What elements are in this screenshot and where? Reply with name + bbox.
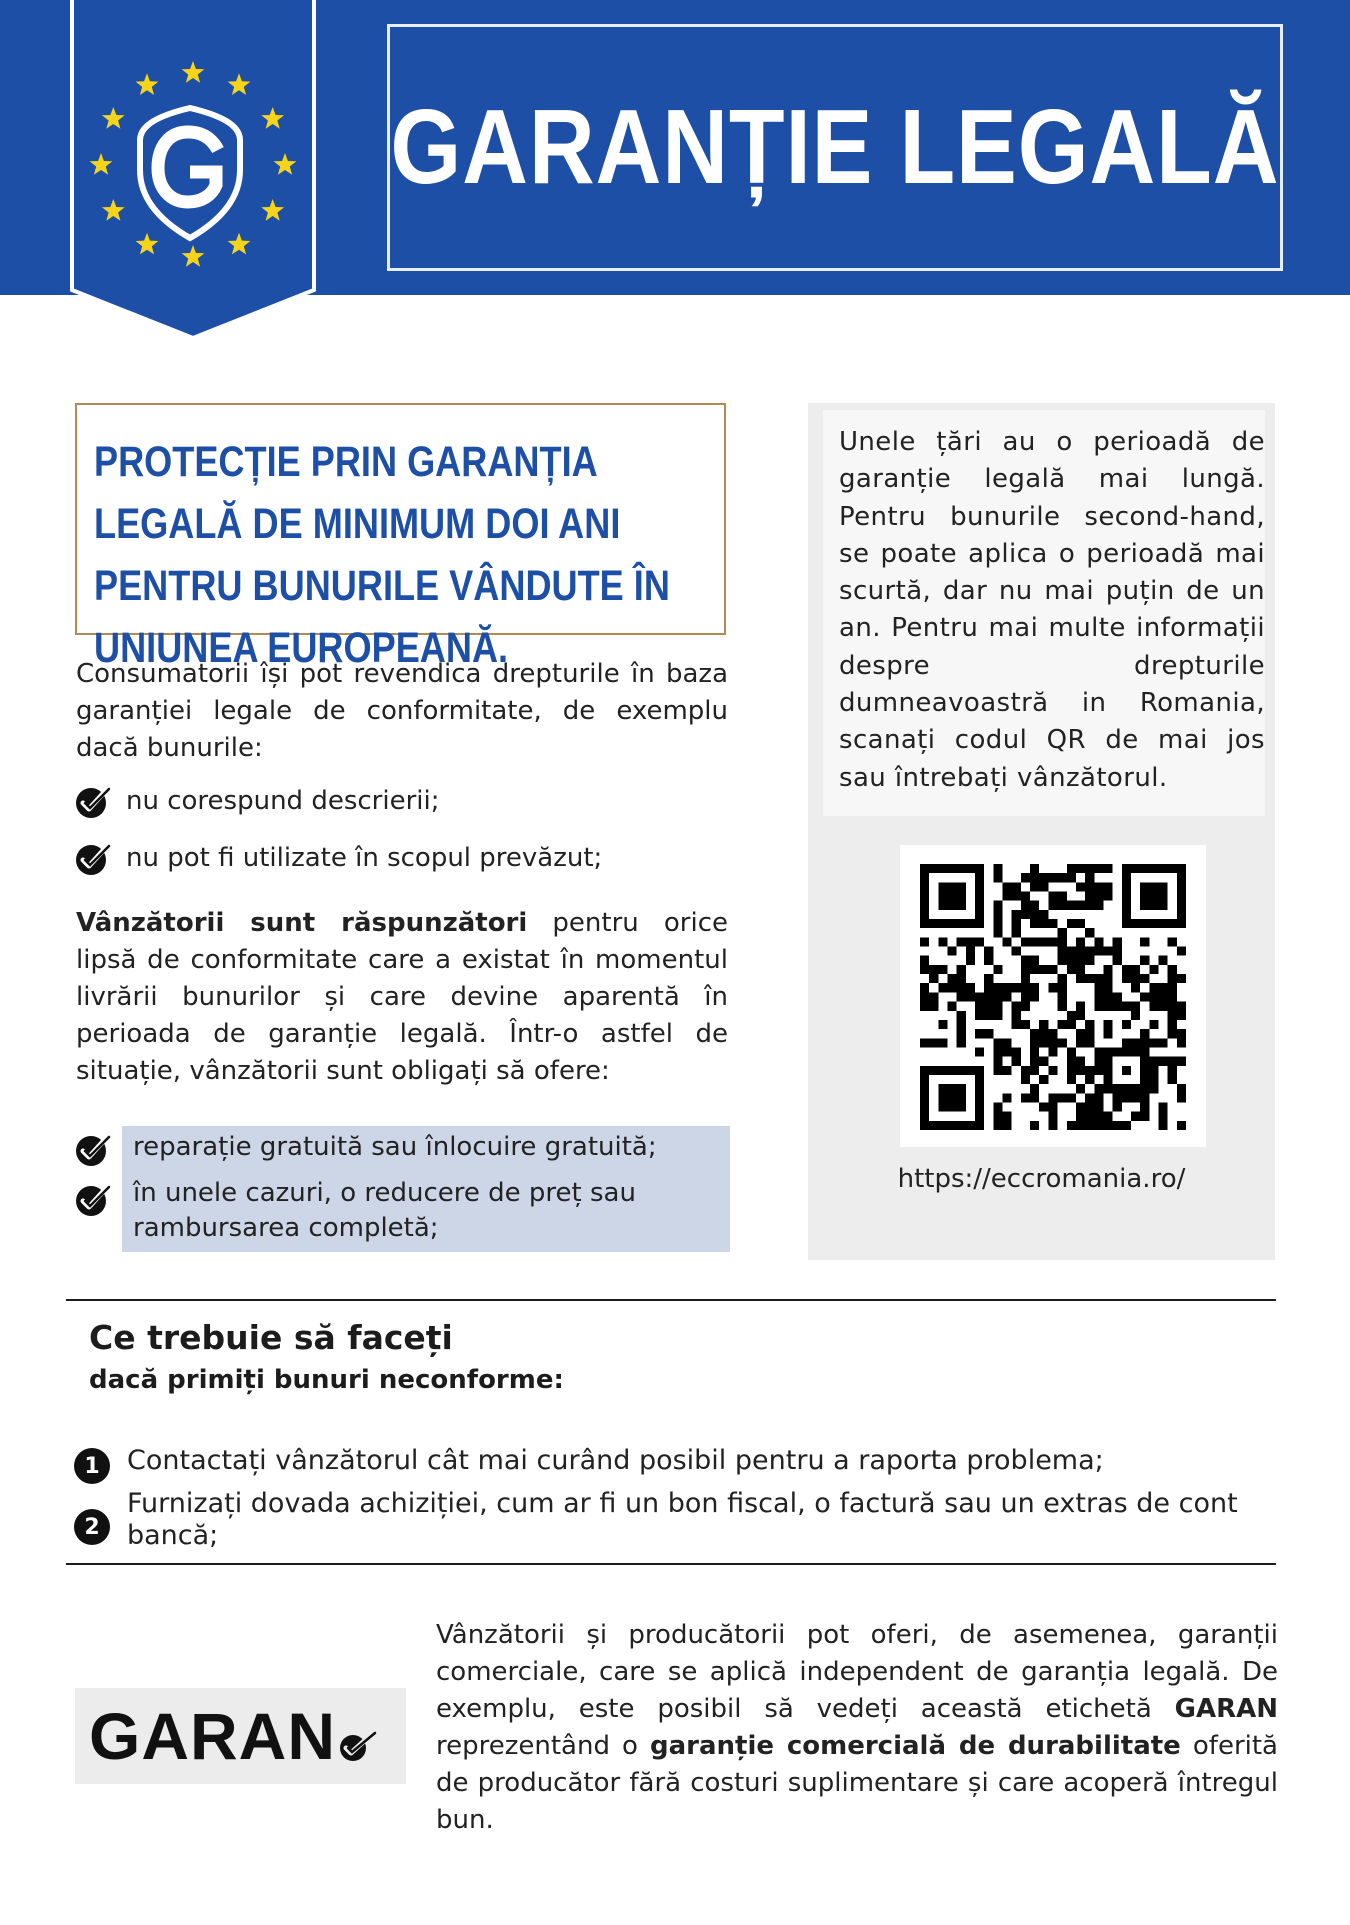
qr-code-icon[interactable] bbox=[920, 864, 1186, 1130]
title-box bbox=[387, 24, 1283, 271]
bottom-text-part: reprezentând o bbox=[436, 1731, 650, 1761]
sellers-paragraph bbox=[76, 905, 728, 1090]
steps-title: Ce trebuie să faceți bbox=[89, 1318, 453, 1357]
eccromania-link[interactable]: https://eccromania.ro/ bbox=[897, 1164, 1186, 1194]
step-text: Contactați vânzătorul cât mai curând posibil pentru a raporta problema; bbox=[127, 1445, 1104, 1476]
checkmark-circle-icon bbox=[74, 1180, 112, 1218]
page-title: GARANȚIE LEGALĂ bbox=[390, 88, 1280, 206]
divider bbox=[66, 1299, 1276, 1301]
step-text: Furnizați dovada achiziției, cum ar fi un bon fiscal, o factură sau un extras de cont bancă; bbox=[127, 1488, 1238, 1551]
step-number-badge: 2 bbox=[74, 1509, 110, 1545]
step-number-badge: 1 bbox=[74, 1448, 110, 1484]
info-text: Unele țări au o perioadă de garanție legală mai lungă. Pentru bunurile second-hand, se poate aplica o perioadă mai scurtă, dar nu mai puțin de un an. Pentru mai multe informații despre drepturile dumneavoastră in Romania, scanați codul QR de mai jos sau întrebați vânzătorul. bbox=[839, 427, 1265, 793]
bottom-text-part: oferită de producător fără costuri suplimentare și care acoperă întregul bun. bbox=[436, 1731, 1278, 1835]
remedy-item: reparație gratuită sau înlocuire gratuită; bbox=[133, 1132, 657, 1162]
checkmark-circle-icon bbox=[74, 1130, 112, 1168]
steps-subtitle: dacă primiți bunuri neconforme: bbox=[89, 1365, 564, 1395]
garan-checkmark-icon bbox=[338, 1729, 378, 1763]
intro-paragraph: Consumatorii își pot revendica drepturile în baza garanției legale de conformitate, de exemplu dacă bunurile: bbox=[76, 659, 728, 763]
condition-item bbox=[74, 782, 439, 820]
divider bbox=[66, 1563, 1276, 1565]
bottom-text-part: Vânzătorii și producătorii pot oferi, de asemenea, garanții comerciale, care se aplică independent de garanția legală. De exemplu, este posibil să vedeți această etichetă bbox=[436, 1620, 1278, 1724]
condition-item bbox=[74, 839, 602, 877]
garan-label-box bbox=[75, 1688, 406, 1784]
sellers-rest: pentru orice lipsă de conformitate care a existat în momentul livrării bunurilor și care devine aparentă în perioada de garanție legală. Într-o astfel de situație, vânzătorii sunt obligați să ofere: bbox=[76, 908, 728, 1086]
remedy-item: în unele cazuri, o reducere de preț sau rambursarea completă; bbox=[133, 1178, 636, 1243]
garan-bold: GARAN bbox=[1174, 1694, 1278, 1724]
sellers-bold: Vânzătorii sunt răspunzători bbox=[76, 908, 528, 938]
protection-box bbox=[75, 403, 726, 672]
protection-text: PROTECȚIE PRIN GARANȚIA LEGALĂ DE MINIMUM DOI ANI PENTRU BUNURILE VÂNDUTE ÎN UNIUNEA EUROPEANĂ. bbox=[94, 438, 670, 672]
eu-shield-logo-icon bbox=[70, 0, 316, 340]
commercial-guarantee-paragraph bbox=[436, 1617, 1278, 1839]
commercial-bold: garanție comercială de durabilitate bbox=[650, 1731, 1181, 1761]
checkmark-circle-icon bbox=[74, 782, 112, 820]
checkmark-circle-icon bbox=[74, 839, 112, 877]
condition-label: nu corespund descrierii; bbox=[126, 786, 440, 816]
garan-label: GARAN bbox=[89, 1699, 336, 1773]
condition-label: nu pot fi utilizate în scopul prevăzut; bbox=[126, 843, 603, 873]
